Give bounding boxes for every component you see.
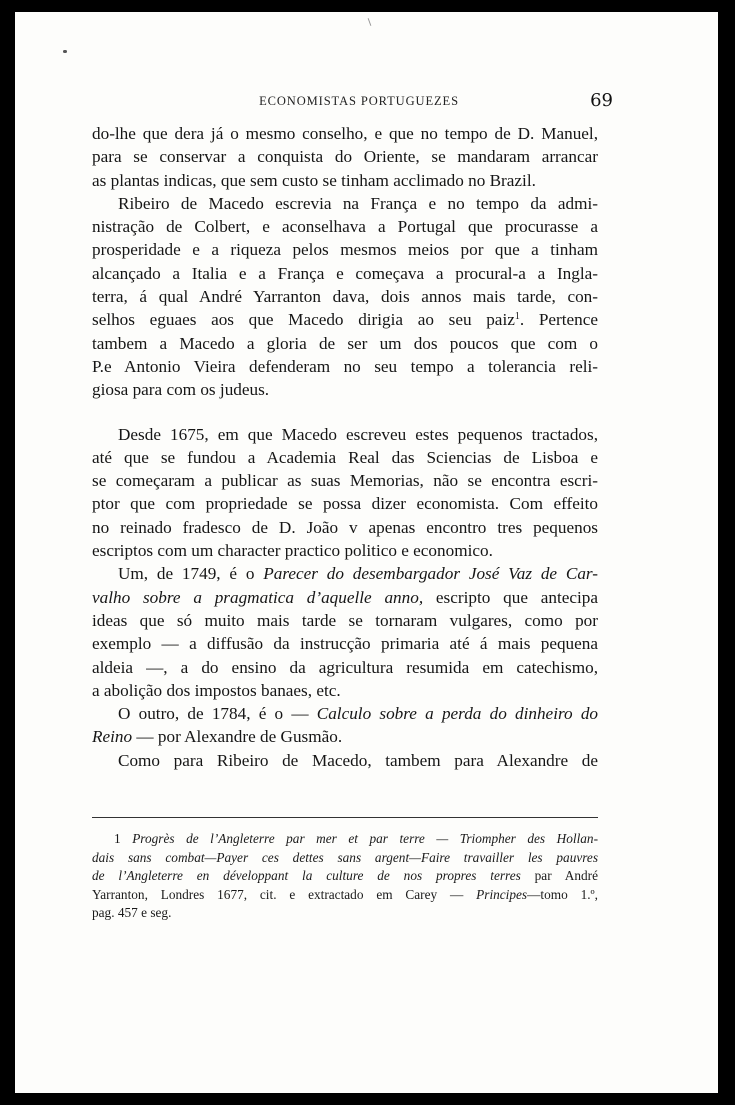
text-line: no reinado fradesco de D. João v apenas encontro tres pequenos (92, 517, 598, 537)
running-title: ECONOMISTAS PORTUGUEZES (259, 94, 459, 108)
footnote-rule (92, 817, 598, 818)
text-line: escriptos com um character practico politico e economico. (92, 541, 493, 561)
document-title: Parecer do desembargador José Vaz de Car- (263, 564, 598, 584)
text-line: tambem a Macedo a gloria de ser um dos poucos que com o (92, 333, 598, 353)
text-line: Ribeiro de Macedo escrevia na França e no tempo da admi- (118, 193, 598, 213)
text-line: do-lhe que dera já o mesmo conselho, e que no tempo de D. Manuel, (92, 124, 598, 143)
text-line (92, 725, 598, 748)
footnote-reference[interactable]: 1 (514, 311, 520, 323)
text-line: ptor que com propriedade se possa dizer economista. Com effeito (92, 494, 598, 514)
text-line (92, 308, 598, 331)
footnote-segment: par André (520, 868, 598, 884)
footnote-segment: Yarranton, Londres 1677, cit. e extractado em Carey — (92, 886, 477, 902)
text-line: giosa para com os judeus. (92, 380, 270, 400)
text-line: Como para Ribeiro de Macedo, tambem para Alexandre de (118, 750, 598, 770)
text-segment: . Pertence (519, 310, 598, 330)
text-line: terra, á qual André Yarranton dava, dois annos mais tarde, con- (92, 287, 598, 307)
footnote-segment: —tomo 1.º, (527, 886, 599, 902)
document-title: Reino (92, 727, 133, 747)
text-line: se começaram a publicar as suas Memorias, não se encontra escri- (92, 471, 598, 491)
footnote-title: Principes (476, 886, 528, 902)
document-title: valho sobre a pragmatica d’aquelle anno, (92, 587, 424, 607)
text-line: prosperidade e a riqueza pelos mesmos meios por que a tinham (92, 240, 598, 260)
footnote-line (92, 867, 598, 886)
text-line: as plantas indicas, que sem custo se tinham acclimado no Brazil. (92, 170, 536, 190)
text-line: alcançado a Italia e a França e começava a procural-a a Ingla- (92, 263, 598, 283)
text-line: nistração de Colbert, e aconselhava a Portugal que procurasse a (92, 217, 598, 237)
text-line (92, 586, 598, 609)
text-line: aldeia —, a do ensino da agricultura resumida em catechismo, (92, 657, 598, 677)
text-line: até que se fundou a Academia Real das Sciencias de Lisboa e (92, 447, 598, 467)
text-segment: — por Alexandre de Gusmão. (132, 727, 343, 747)
page-speck (368, 18, 372, 26)
text-line: para se conservar a conquista do Oriente, se mandaram arrancar (92, 147, 598, 167)
paragraph-gap (92, 402, 598, 423)
footnote-line (92, 830, 598, 849)
footnote-line: pag. 457 e seg. (92, 905, 172, 921)
text-segment: escripto que antecipa (423, 587, 598, 607)
footnote-line (92, 886, 598, 905)
text-line: ideas que só muito mais tarde se tornaram vulgares, como por (92, 610, 598, 630)
page-number: 69 (590, 90, 613, 111)
text-segment: selhos eguaes aos que Macedo dirigia ao seu paiz (92, 310, 515, 330)
footnote-marker: 1 (114, 831, 121, 846)
page-speck (63, 50, 67, 53)
text-line: a abolição dos impostos banaes, etc. (92, 680, 341, 700)
body-text (92, 122, 598, 772)
text-segment: O outro, de 1784, é o — (118, 704, 317, 724)
page-header (105, 92, 613, 112)
text-line (92, 562, 598, 585)
footnote (92, 830, 598, 923)
text-line: exemplo — a diffusão da instrucção primaria até á mais pequena (92, 634, 598, 654)
text-segment: Um, de 1749, é o (118, 564, 264, 584)
footnote-title: Progrès de l’Angleterre par mer et par terre — Triompher des Hollan- (132, 831, 598, 846)
footnote-line: dais sans combat—Payer ces dettes sans argent—Faire travailler les pauvres (92, 849, 598, 865)
document-title: Calculo sobre a perda do dinheiro do (316, 704, 598, 724)
text-line: Desde 1675, em que Macedo escreveu estes pequenos tractados, (118, 424, 598, 444)
text-line: P.e Antonio Vieira defenderam no seu tempo a tolerancia reli- (92, 356, 598, 376)
footnote-title: de l’Angleterre en développant la culture de nos propres terres (92, 868, 521, 884)
text-line (92, 702, 598, 725)
